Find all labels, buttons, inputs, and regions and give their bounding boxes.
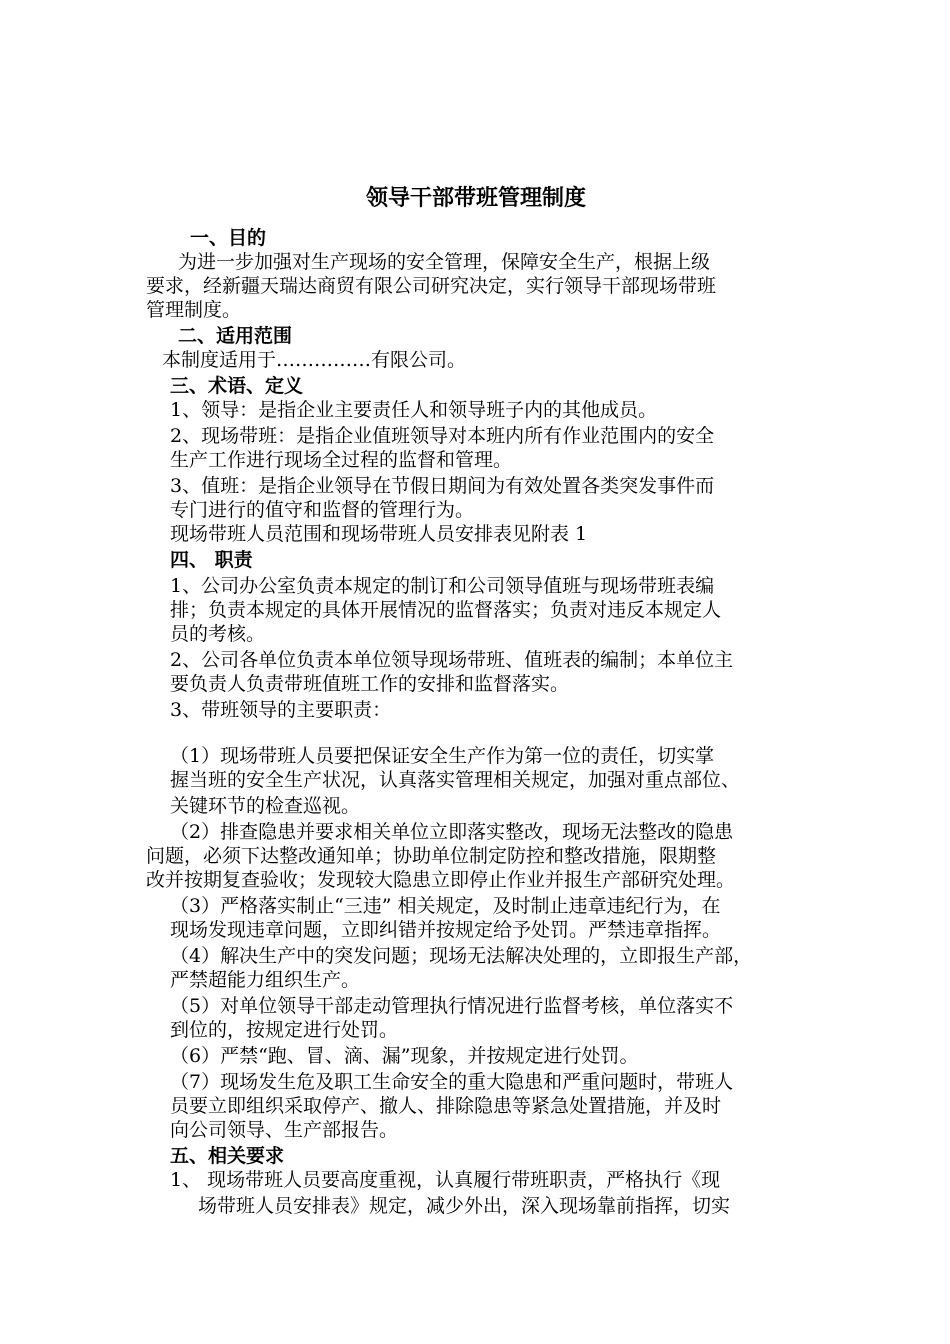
paragraph-line: 到位的，按规定进行处罚。 — [170, 1019, 399, 1041]
paragraph-line: 问题，必须下达整改通知单；协助单位制定防控和整改措施，限期整 — [146, 845, 717, 867]
paragraph-line: （3）严格落实制止“三违” 相关规定，及时制止违章违纪行为，在 — [170, 895, 721, 917]
paragraph-line: 改并按期复查验收；发现较大隐患立即停止作业并报生产部研究处理。 — [146, 869, 736, 891]
paragraph-line: （5）对单位领导干部走动管理执行情况进行监督考核，单位落实不 — [170, 995, 734, 1017]
paragraph-line: 现场带班人员范围和现场带班人员安排表见附表 1 — [170, 523, 588, 545]
paragraph-line: 关键环节的检查巡视。 — [170, 795, 361, 817]
paragraph-line: 1、领导：是指企业主要责任人和领导班子内的其他成员。 — [170, 399, 658, 421]
section-heading-duties: 四、 职责 — [170, 549, 253, 571]
paragraph-line: 要求，经新疆天瑞达商贸有限公司研究决定，实行领导干部现场带班 — [146, 275, 717, 297]
paragraph-line: 管理制度。 — [146, 299, 242, 321]
paragraph-line: 1、公司办公室负责本规定的制订和公司领导值班与现场带班表编 — [170, 575, 715, 597]
section-heading-definitions: 三、术语、定义 — [170, 375, 304, 397]
paragraph-line: （4）解决生产中的突发问题；现场无法解决处理的，立即报生产部， — [170, 945, 753, 967]
paragraph-line: 专门进行的值守和监督的管理行为。 — [170, 499, 475, 521]
paragraph-line: 1、 现场带班人员要高度重视，认真履行带班职责，严格执行《现 — [170, 1169, 721, 1191]
paragraph-line: 2、现场带班：是指企业值班领导对本班内所有作业范围内的安全 — [170, 425, 715, 447]
paragraph-line: 3、带班领导的主要职责： — [170, 699, 392, 721]
paragraph-line: （6）严禁“跑、冒、滴、漏”现象，并按规定进行处罚。 — [170, 1045, 639, 1067]
paragraph-line: 生产工作进行现场全过程的监督和管理。 — [170, 449, 513, 471]
paragraph-line: 员的考核。 — [170, 623, 266, 645]
paragraph-line: （1）现场带班人员要把保证安全生产作为第一位的责任，切实掌 — [170, 745, 715, 767]
paragraph-line: （7）现场发生危及职工生命安全的重大隐患和严重问题时，带班人 — [170, 1071, 734, 1093]
paragraph-line: 握当班的安全生产状况，认真落实管理相关规定，加强对重点部位、 — [170, 769, 741, 791]
paragraph-line: 本制度适用于……………有限公司。 — [162, 349, 467, 371]
paragraph-line: 为进一步加强对生产现场的安全管理，保障安全生产，根据上级 — [178, 251, 711, 273]
paragraph-line: 严禁超能力组织生产。 — [170, 969, 361, 991]
paragraph-line: 3、值班：是指企业领导在节假日期间为有效处置各类突发事件而 — [170, 475, 715, 497]
section-heading-requirements: 五、相关要求 — [170, 1145, 285, 1167]
paragraph-line: （2）排查隐患并要求相关单位立即落实整改，现场无法整改的隐患 — [170, 821, 734, 843]
paragraph-line: 员要立即组织采取停产、撤人、排除隐患等紧急处置措施，并及时 — [170, 1095, 722, 1117]
paragraph-line: 场带班人员安排表》规定，减少外出，深入现场靠前指挥，切实 — [198, 1195, 731, 1217]
paragraph-line: 2、公司各单位负责本单位领导现场带班、值班表的编制；本单位主 — [170, 649, 734, 671]
paragraph-line: 向公司领导、生产部报告。 — [170, 1119, 399, 1141]
paragraph-line: 要负责人负责带班值班工作的安排和监督落实。 — [170, 673, 570, 695]
paragraph-line: 现场发现违章问题，立即纠错并按规定给予处罚。严禁违章指挥。 — [170, 919, 722, 941]
document-title: 领导干部带班管理制度 — [366, 186, 587, 211]
section-heading-scope: 二、适用范围 — [178, 325, 293, 347]
paragraph-line: 排；负责本规定的具体开展情况的监督落实；负责对违反本规定人 — [170, 599, 722, 621]
section-heading-purpose: 一、目的 — [190, 227, 267, 249]
